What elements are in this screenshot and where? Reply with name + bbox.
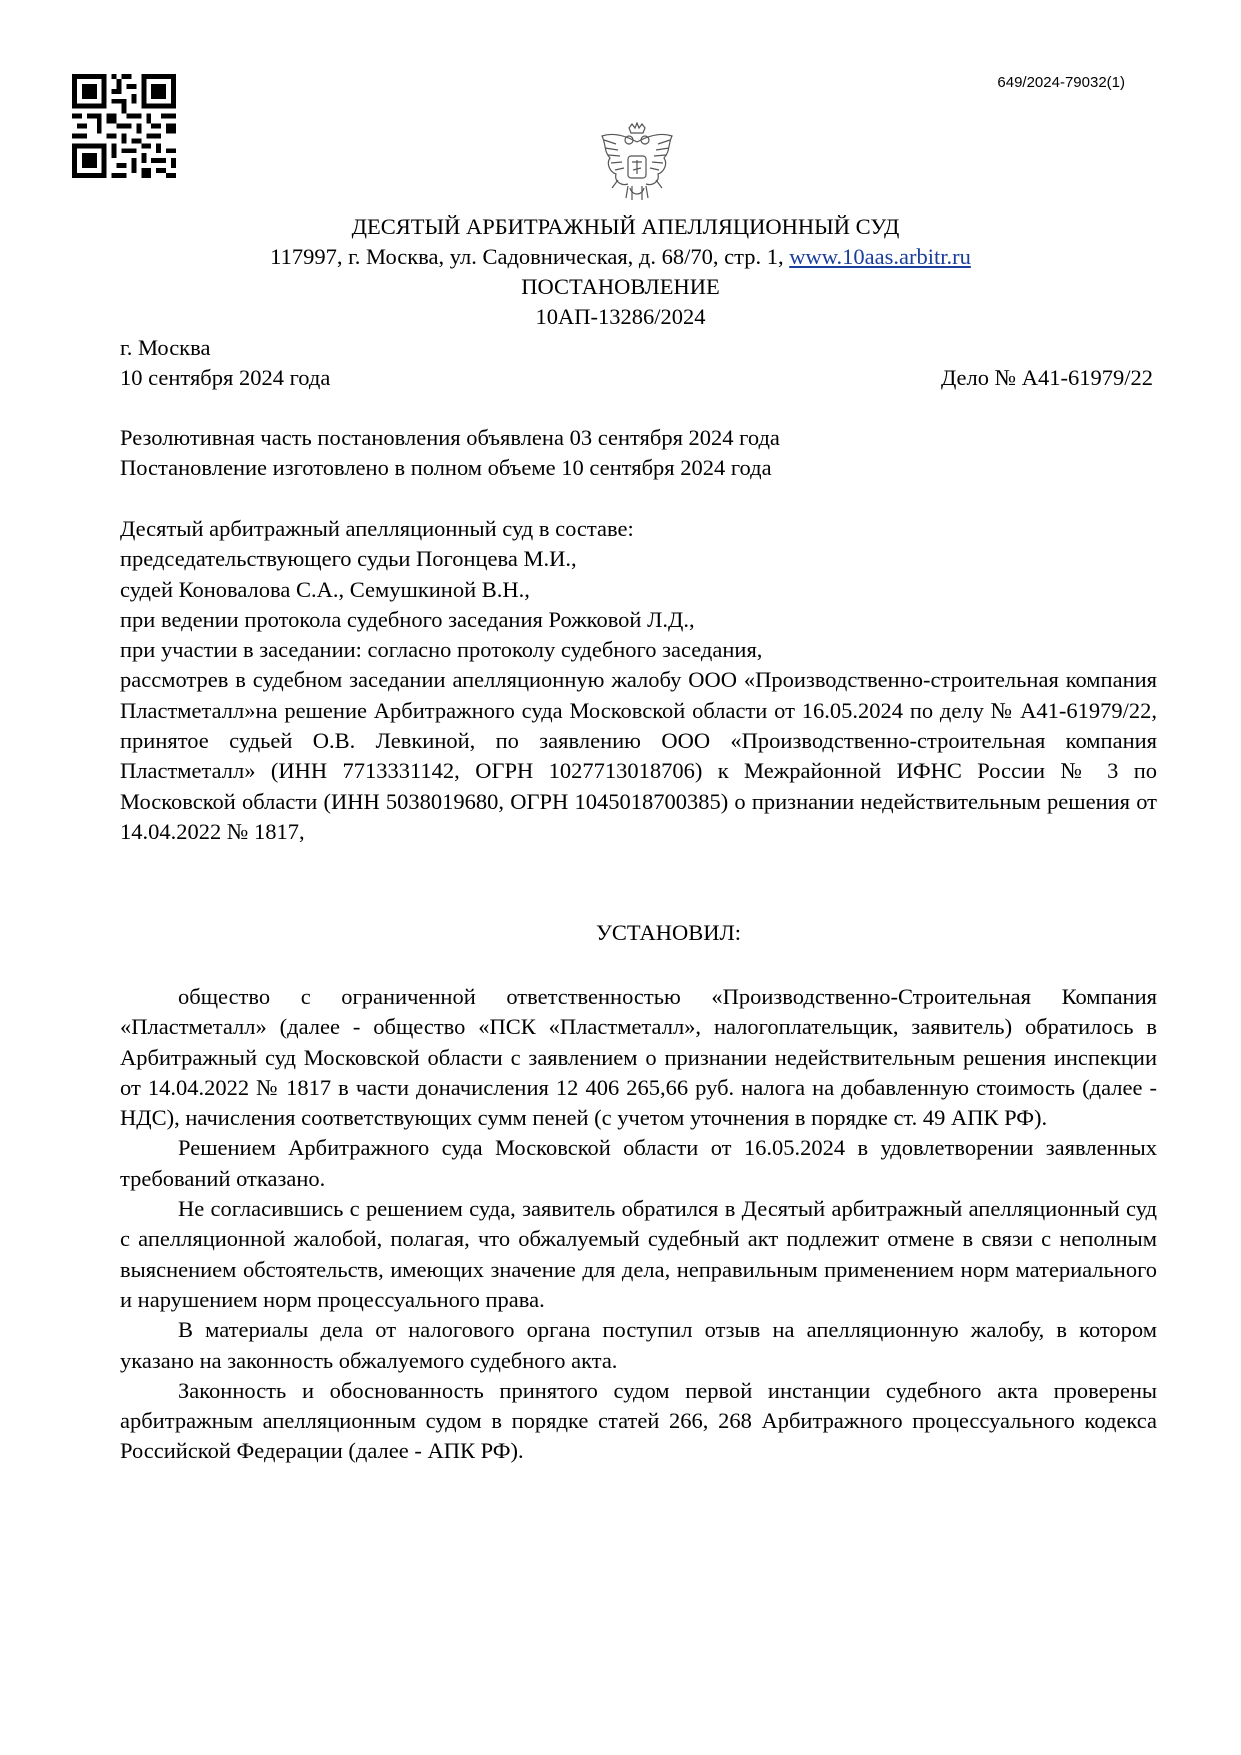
document-id: 649/2024-79032(1) xyxy=(997,74,1125,91)
paragraph-4: В материалы дела от налогового органа поступил отзыв на апелляционную жалобу, в котором указано на законность обжалуемого судебного акта. xyxy=(120,1317,1157,1373)
website-link[interactable]: www.10aas.arbitr.ru xyxy=(789,244,971,269)
court-header xyxy=(0,212,1241,332)
composition-line-2: председательствующего судьи Погонцева М.И., xyxy=(120,546,577,572)
city: г. Москва xyxy=(120,335,211,360)
announcement-block xyxy=(120,423,1157,484)
composition-line-1: Десятый арбитражный апелляционный суд в составе: xyxy=(120,516,634,541)
considering-paragraph: рассмотрев в судебном заседании апелляционную жалобу ООО «Производственно-строительная компания Пластметалл»на решение Арбитражного суда Московской области от 16.05.2024 по делу № А41-61979/22, принятое судьей О.В. Левкиной, по заявлению ООО «Производственно-строительная компания Пластметалл» (ИНН 7713331142, ОГРН 1027713018706) к Межрайонной ИФНС России № 3 по Московской области (ИНН 5038019680, ОГРН 1045018700385) о признании недействительным решения от 14.04.2022 № 1817, xyxy=(120,667,1157,844)
paragraph-1: общество с ограниченной ответственностью «Производственно-Строительная Компания «Пластметалл» (далее - общество «ПСК «Пластметалл», налогоплательщик, заявитель) обратилось в Арбитражный суд Московской области с заявлением о признании недействительным решения инспекции от 14.04.2022 № 1817 в части доначисления 12 406 265,66 руб. налога на добавленную стоимость (далее - НДС), начисления соответствующих сумм пеней (с учетом уточнения в порядке ст. 49 АПК РФ). xyxy=(120,984,1157,1131)
paragraph-5: Законность и обоснованность принятого судом первой инстанции судебного акта проверены арбитражным апелляционным судом в порядке статей 266, 268 Арбитражного процессуального кодекса Российской Федерации (далее - АПК РФ). xyxy=(120,1377,1157,1464)
document-type: ПОСТАНОВЛЕНИЕ xyxy=(521,274,720,299)
composition-line-4: при ведении протокола судебного заседания Рожковой Л.Д., xyxy=(120,606,695,632)
decision-date: 10 сентября 2024 года xyxy=(120,365,331,391)
court-address xyxy=(0,242,1241,272)
paragraph-2: Решением Арбитражного суда Московской области от 16.05.2024 в удовлетворении заявленных требований отказано. xyxy=(120,1135,1157,1191)
date-case-row xyxy=(120,363,1157,393)
established-block xyxy=(120,982,1157,1467)
composition-block xyxy=(120,514,1157,847)
coat-of-arms-icon xyxy=(596,122,678,210)
qr-code-icon xyxy=(72,74,176,178)
meta-block xyxy=(120,333,1157,394)
section-heading: УСТАНОВИЛ: xyxy=(595,920,742,945)
document-number: 10АП-13286/2024 xyxy=(535,304,706,329)
announce-line-1: Резолютивная часть постановления объявлена 03 сентября 2024 года xyxy=(120,425,780,450)
composition-line-5: при участии в заседании: согласно протоколу судебного заседания, xyxy=(120,637,763,663)
court-name: ДЕСЯТЫЙ АРБИТРАЖНЫЙ АПЕЛЛЯЦИОННЫЙ СУД xyxy=(351,214,900,239)
announce-line-2: Постановление изготовлено в полном объеме 10 сентября 2024 года xyxy=(120,455,772,481)
case-number: Дело № А41-61979/22 xyxy=(940,365,1153,391)
address-text: 117997, г. Москва, ул. Садовническая, д. 68/70, стр. 1, xyxy=(270,244,790,269)
paragraph-3: Не согласившись с решением суда, заявитель обратился в Десятый арбитражный апелляционный суд с апелляционной жалобой, полагая, что обжалуемый судебный акт подлежит отмене в связи с неполным выяснением обстоятельств, имеющих значение для дела, неправильным применением норм материального и нарушением норм процессуального права. xyxy=(120,1196,1157,1312)
composition-line-3: судей Коновалова С.А., Семушкиной В.Н., xyxy=(120,576,530,602)
